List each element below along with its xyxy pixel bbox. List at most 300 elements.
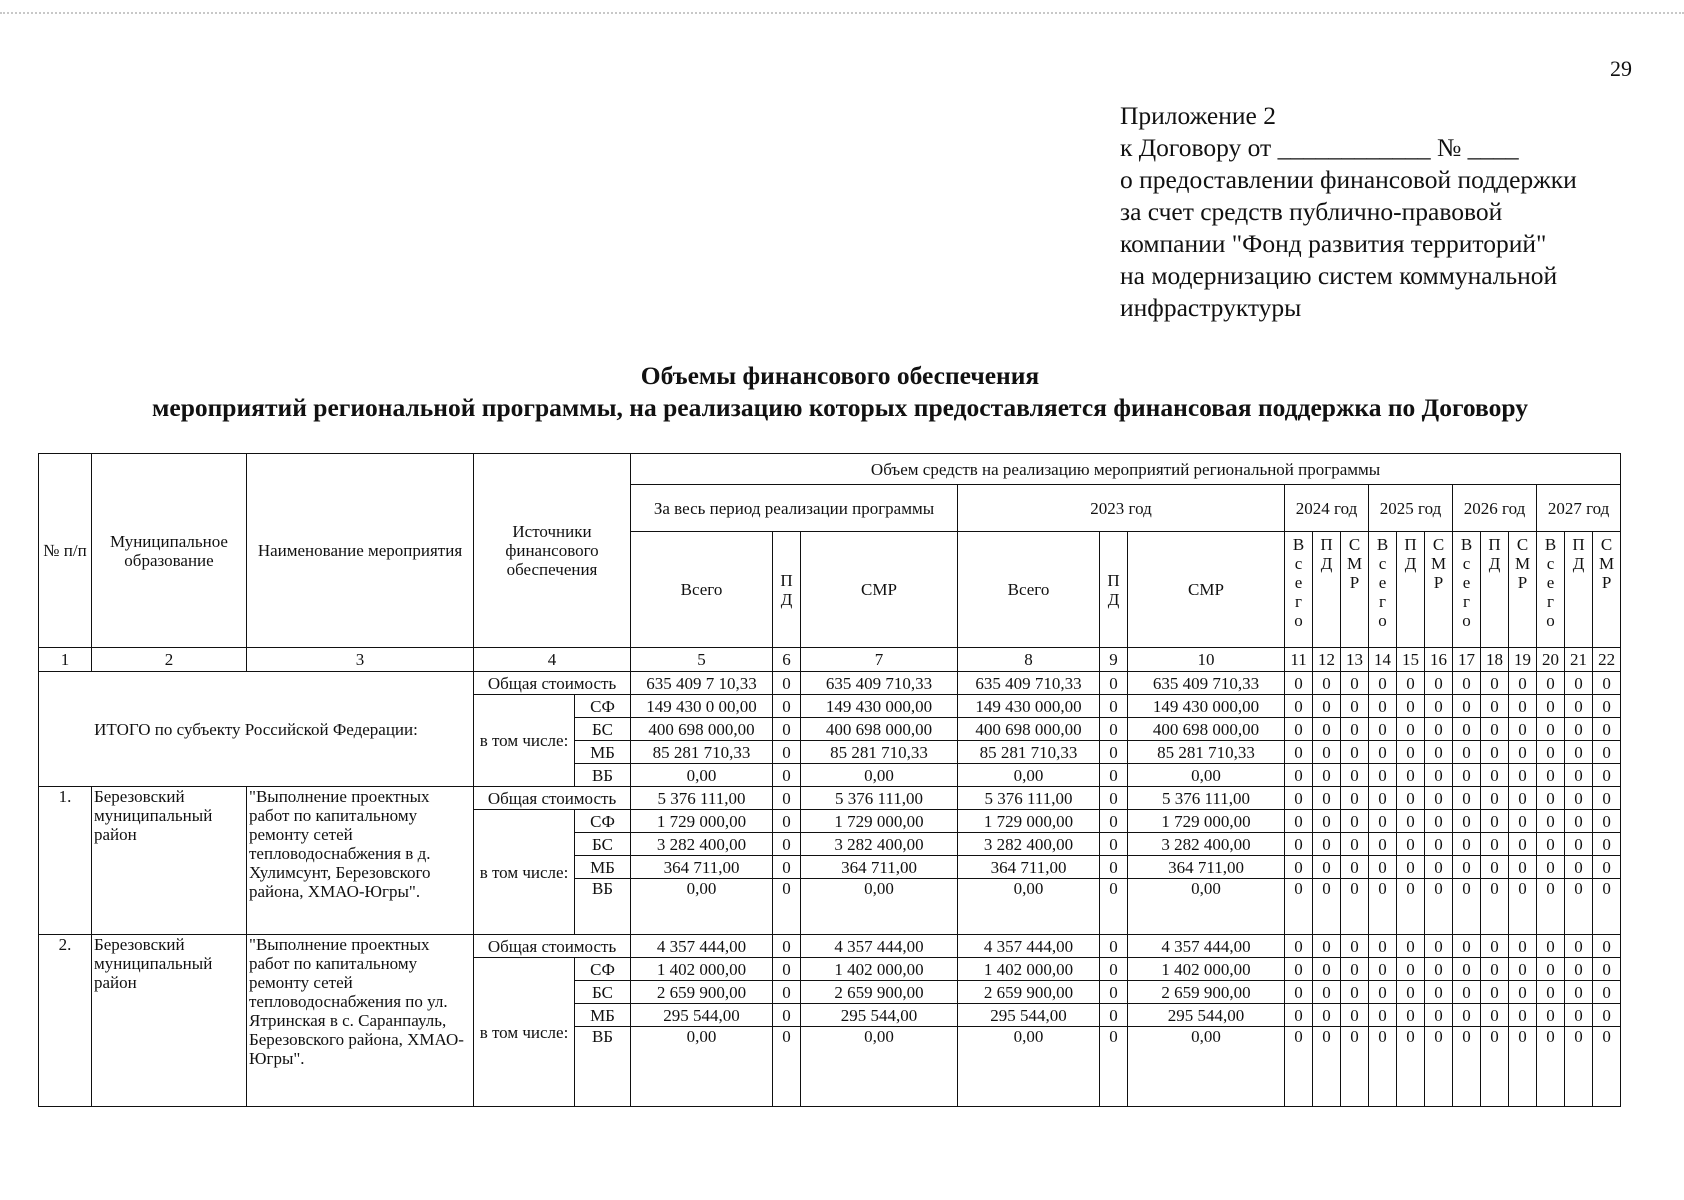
pd-2023: 0 [1100,1027,1128,1107]
year-value: 0 [1425,856,1453,879]
year-value: 0 [1397,695,1425,718]
year-value: 0 [1509,741,1537,764]
column-number: 5 [631,648,773,672]
total-2023: 3 282 400,00 [958,833,1100,856]
pd-all-period: 0 [773,764,801,787]
year-value: 0 [1481,958,1509,981]
smr-2023: 5 376 111,00 [1128,787,1285,810]
year-value: 0 [1481,879,1509,935]
pd-all-period: 0 [773,741,801,764]
year-value: 0 [1285,1004,1313,1027]
year-value: 0 [1453,810,1481,833]
year-value: 0 [1369,981,1397,1004]
pd-2023: 0 [1100,741,1128,764]
pd-all-period: 0 [773,833,801,856]
year-value: 0 [1509,787,1537,810]
year-value: 0 [1537,958,1565,981]
year-value: 0 [1285,958,1313,981]
year-value: 0 [1285,672,1313,695]
source-code: СФ [575,810,631,833]
year-value: 0 [1593,1004,1621,1027]
year-value: 0 [1369,935,1397,958]
year-value: 0 [1341,672,1369,695]
project-municipality: Березовский муниципальный район [92,787,247,935]
year-value: 0 [1565,810,1593,833]
year-value: 0 [1481,741,1509,764]
year-value: 0 [1481,833,1509,856]
header-smr: СМР [801,532,958,648]
pd-2023: 0 [1100,718,1128,741]
total-2023: 5 376 111,00 [958,787,1100,810]
column-number: 20 [1537,648,1565,672]
year-value: 0 [1425,958,1453,981]
year-value: 0 [1425,787,1453,810]
year-value: 0 [1369,672,1397,695]
year-value: 0 [1313,810,1341,833]
pd-all-period: 0 [773,1027,801,1107]
total-2023: 295 544,00 [958,1004,1100,1027]
year-value: 0 [1453,833,1481,856]
header-smr-vertical: С М Р [1341,532,1369,648]
total-all-period: 3 282 400,00 [631,833,773,856]
year-value: 0 [1397,672,1425,695]
header-year-2026: 2026 год [1453,485,1537,532]
year-value: 0 [1453,958,1481,981]
smr-2023: 1 729 000,00 [1128,810,1285,833]
year-value: 0 [1537,741,1565,764]
smr-all-period: 4 357 444,00 [801,935,958,958]
year-value: 0 [1285,935,1313,958]
smr-all-period: 0,00 [801,879,958,935]
column-number: 13 [1341,648,1369,672]
smr-2023: 85 281 710,33 [1128,741,1285,764]
column-number: 4 [474,648,631,672]
year-value: 0 [1313,856,1341,879]
year-value: 0 [1453,981,1481,1004]
pd-2023: 0 [1100,935,1128,958]
year-value: 0 [1593,935,1621,958]
year-value: 0 [1593,810,1621,833]
year-value: 0 [1341,764,1369,787]
year-value: 0 [1593,981,1621,1004]
year-value: 0 [1537,1004,1565,1027]
year-value: 0 [1313,718,1341,741]
pd-2023: 0 [1100,879,1128,935]
year-value: 0 [1341,879,1369,935]
smr-2023: 295 544,00 [1128,1004,1285,1027]
header-total: Всего [958,532,1100,648]
year-value: 0 [1341,695,1369,718]
year-value: 0 [1341,810,1369,833]
year-value: 0 [1453,741,1481,764]
smr-all-period: 635 409 710,33 [801,672,958,695]
year-value: 0 [1425,810,1453,833]
title-line: мероприятий региональной программы, на реализацию которых предоставляется финансовая поддержка по Договору [152,393,1528,422]
pd-all-period: 0 [773,935,801,958]
year-value: 0 [1453,879,1481,935]
year-value: 0 [1369,833,1397,856]
year-value: 0 [1369,856,1397,879]
year-value: 0 [1369,810,1397,833]
source-code: ВБ [575,1027,631,1107]
year-value: 0 [1397,833,1425,856]
total-all-period: 2 659 900,00 [631,981,773,1004]
year-value: 0 [1453,1027,1481,1107]
year-value: 0 [1537,718,1565,741]
year-value: 0 [1369,958,1397,981]
header-smr-vertical: С М Р [1509,532,1537,648]
year-value: 0 [1593,879,1621,935]
pd-all-period: 0 [773,810,801,833]
year-value: 0 [1341,856,1369,879]
year-value: 0 [1453,1004,1481,1027]
year-value: 0 [1537,810,1565,833]
year-value: 0 [1397,741,1425,764]
year-value: 0 [1593,958,1621,981]
year-value: 0 [1425,1027,1453,1107]
header-pd-vertical: П Д [1313,532,1341,648]
year-value: 0 [1509,1027,1537,1107]
year-value: 0 [1565,787,1593,810]
header-sources: Источники финансового обеспечения [474,454,631,648]
year-value: 0 [1509,810,1537,833]
year-value: 0 [1453,856,1481,879]
year-value: 0 [1565,1004,1593,1027]
total-all-period: 5 376 111,00 [631,787,773,810]
year-value: 0 [1397,810,1425,833]
header-total: Всего [631,532,773,648]
year-value: 0 [1369,741,1397,764]
year-value: 0 [1453,672,1481,695]
year-value: 0 [1481,981,1509,1004]
total-2023: 0,00 [958,879,1100,935]
source-code: МБ [575,1004,631,1027]
year-value: 0 [1565,741,1593,764]
header-pd-vertical: П Д [1565,532,1593,648]
column-number: 1 [39,648,92,672]
year-value: 0 [1509,958,1537,981]
year-value: 0 [1593,695,1621,718]
project-row [39,935,1621,958]
pd-all-period: 0 [773,787,801,810]
total-all-period: 635 409 7 10,33 [631,672,773,695]
project-name: "Выполнение проектных работ по капитальному ремонту сетей тепловодоснабжения по ул. Ятринская в с. Саранпауль, Березовского района, ХМАО-Югры". [247,935,474,1107]
header-pd: П Д [773,532,801,648]
year-value: 0 [1453,787,1481,810]
source-code: БС [575,718,631,741]
smr-all-period: 400 698 000,00 [801,718,958,741]
year-value: 0 [1313,764,1341,787]
year-value: 0 [1593,1027,1621,1107]
year-value: 0 [1481,1027,1509,1107]
year-value: 0 [1537,879,1565,935]
year-value: 0 [1425,718,1453,741]
year-value: 0 [1285,856,1313,879]
year-value: 0 [1509,764,1537,787]
year-value: 0 [1397,981,1425,1004]
appendix-line: инфраструктуры [1120,293,1302,322]
including-label: в том числе: [474,810,575,935]
total-2023: 0,00 [958,764,1100,787]
year-value: 0 [1425,672,1453,695]
source-total-cost: Общая стоимость [474,787,631,810]
pd-all-period: 0 [773,981,801,1004]
total-all-period: 1 402 000,00 [631,958,773,981]
total-2023: 364 711,00 [958,856,1100,879]
year-value: 0 [1537,935,1565,958]
total-2023: 1 729 000,00 [958,810,1100,833]
year-value: 0 [1537,695,1565,718]
year-value: 0 [1369,764,1397,787]
total-all-period: 85 281 710,33 [631,741,773,764]
year-value: 0 [1565,695,1593,718]
source-code: ВБ [575,764,631,787]
project-number: 2. [39,935,92,1107]
year-value: 0 [1425,935,1453,958]
year-value: 0 [1369,695,1397,718]
year-value: 0 [1425,695,1453,718]
total-2023: 400 698 000,00 [958,718,1100,741]
year-value: 0 [1565,935,1593,958]
pd-all-period: 0 [773,695,801,718]
total-all-period: 4 357 444,00 [631,935,773,958]
appendix-block [1120,100,1577,324]
year-value: 0 [1397,958,1425,981]
year-value: 0 [1313,1027,1341,1107]
year-value: 0 [1285,787,1313,810]
year-value: 0 [1537,833,1565,856]
year-value: 0 [1313,935,1341,958]
total-all-period: 1 729 000,00 [631,810,773,833]
column-number: 19 [1509,648,1537,672]
year-value: 0 [1453,935,1481,958]
smr-all-period: 0,00 [801,764,958,787]
source-code: СФ [575,695,631,718]
year-value: 0 [1341,833,1369,856]
column-number: 17 [1453,648,1481,672]
year-value: 0 [1453,764,1481,787]
header-pd-vertical: П Д [1397,532,1425,648]
total-2023: 635 409 710,33 [958,672,1100,695]
year-value: 0 [1509,718,1537,741]
header-pd: П Д [1100,532,1128,648]
year-value: 0 [1285,764,1313,787]
appendix-line: Приложение 2 [1120,101,1276,130]
year-value: 0 [1509,1004,1537,1027]
year-value: 0 [1285,981,1313,1004]
pd-all-period: 0 [773,958,801,981]
project-municipality: Березовский муниципальный район [92,935,247,1107]
year-value: 0 [1565,1027,1593,1107]
year-value: 0 [1565,856,1593,879]
header-total-vertical: В с е г о [1537,532,1565,648]
header-measure: Наименование мероприятия [247,454,474,648]
smr-2023: 0,00 [1128,764,1285,787]
year-value: 0 [1593,787,1621,810]
year-value: 0 [1509,833,1537,856]
smr-all-period: 364 711,00 [801,856,958,879]
financing-table [38,453,1621,1107]
itogo-label: ИТОГО по субъекту Российской Федерации: [39,672,474,787]
appendix-line: за счет средств публично-правовой [1120,197,1503,226]
column-number: 6 [773,648,801,672]
header-total-vertical: В с е г о [1369,532,1397,648]
pd-2023: 0 [1100,981,1128,1004]
pd-2023: 0 [1100,810,1128,833]
source-code: ВБ [575,879,631,935]
year-value: 0 [1593,764,1621,787]
pd-all-period: 0 [773,856,801,879]
appendix-line: на модернизацию систем коммунальной [1120,261,1558,290]
year-value: 0 [1341,958,1369,981]
header-year-2025: 2025 год [1369,485,1453,532]
year-value: 0 [1285,741,1313,764]
pd-2023: 0 [1100,958,1128,981]
header-total-vertical: В с е г о [1453,532,1481,648]
year-value: 0 [1481,718,1509,741]
header-smr-vertical: С М Р [1593,532,1621,648]
year-value: 0 [1565,958,1593,981]
total-all-period: 0,00 [631,1027,773,1107]
appendix-line: компании "Фонд развития территорий" [1120,229,1547,258]
smr-2023: 635 409 710,33 [1128,672,1285,695]
scan-artifact-line [0,12,1684,16]
header-volume: Объем средств на реализацию мероприятий региональной программы [631,454,1621,485]
column-number: 18 [1481,648,1509,672]
year-value: 0 [1341,981,1369,1004]
year-value: 0 [1425,981,1453,1004]
year-value: 0 [1285,833,1313,856]
itogo-row [39,672,1621,695]
year-value: 0 [1369,718,1397,741]
year-value: 0 [1509,879,1537,935]
year-value: 0 [1481,695,1509,718]
smr-all-period: 295 544,00 [801,1004,958,1027]
document-title [40,360,1640,424]
source-total-cost: Общая стоимость [474,672,631,695]
source-code: МБ [575,741,631,764]
year-value: 0 [1593,718,1621,741]
smr-2023: 3 282 400,00 [1128,833,1285,856]
year-value: 0 [1537,856,1565,879]
smr-all-period: 5 376 111,00 [801,787,958,810]
year-value: 0 [1341,741,1369,764]
column-number: 7 [801,648,958,672]
year-value: 0 [1537,787,1565,810]
smr-2023: 364 711,00 [1128,856,1285,879]
year-value: 0 [1453,695,1481,718]
project-row [39,787,1621,810]
year-value: 0 [1397,718,1425,741]
pd-2023: 0 [1100,856,1128,879]
year-value: 0 [1285,695,1313,718]
header-num: № п/п [39,454,92,648]
total-all-period: 0,00 [631,879,773,935]
source-total-cost: Общая стоимость [474,935,631,958]
smr-2023: 2 659 900,00 [1128,981,1285,1004]
year-value: 0 [1369,1004,1397,1027]
source-code: БС [575,833,631,856]
smr-2023: 0,00 [1128,879,1285,935]
smr-2023: 4 357 444,00 [1128,935,1285,958]
total-2023: 149 430 000,00 [958,695,1100,718]
year-value: 0 [1481,672,1509,695]
year-value: 0 [1341,787,1369,810]
column-number: 22 [1593,648,1621,672]
year-value: 0 [1313,833,1341,856]
smr-all-period: 2 659 900,00 [801,981,958,1004]
year-value: 0 [1397,764,1425,787]
year-value: 0 [1285,718,1313,741]
year-value: 0 [1481,787,1509,810]
year-value: 0 [1509,935,1537,958]
source-code: СФ [575,958,631,981]
year-value: 0 [1565,764,1593,787]
column-number: 21 [1565,648,1593,672]
year-value: 0 [1509,672,1537,695]
year-value: 0 [1313,981,1341,1004]
pd-2023: 0 [1100,787,1128,810]
pd-all-period: 0 [773,879,801,935]
total-2023: 2 659 900,00 [958,981,1100,1004]
year-value: 0 [1509,981,1537,1004]
year-value: 0 [1481,856,1509,879]
appendix-line: о предоставлении финансовой поддержки [1120,165,1577,194]
year-value: 0 [1285,879,1313,935]
pd-2023: 0 [1100,672,1128,695]
appendix-line: к Договору от ____________ № ____ [1120,133,1519,162]
year-value: 0 [1481,1004,1509,1027]
column-number: 8 [958,648,1100,672]
header-year-2024: 2024 год [1285,485,1369,532]
header-total-vertical: В с е г о [1285,532,1313,648]
column-number: 3 [247,648,474,672]
year-value: 0 [1397,1004,1425,1027]
year-value: 0 [1425,764,1453,787]
header-whole-period: За весь период реализации программы [631,485,958,532]
smr-2023: 149 430 000,00 [1128,695,1285,718]
total-all-period: 400 698 000,00 [631,718,773,741]
year-value: 0 [1593,672,1621,695]
year-value: 0 [1397,935,1425,958]
year-value: 0 [1565,672,1593,695]
year-value: 0 [1341,1027,1369,1107]
year-value: 0 [1481,764,1509,787]
year-value: 0 [1313,741,1341,764]
column-number: 11 [1285,648,1313,672]
year-value: 0 [1453,718,1481,741]
year-value: 0 [1341,1004,1369,1027]
total-2023: 85 281 710,33 [958,741,1100,764]
year-value: 0 [1537,1027,1565,1107]
total-2023: 1 402 000,00 [958,958,1100,981]
header-smr: СМР [1128,532,1285,648]
source-code: БС [575,981,631,1004]
total-all-period: 295 544,00 [631,1004,773,1027]
year-value: 0 [1425,741,1453,764]
year-value: 0 [1313,695,1341,718]
year-value: 0 [1369,1027,1397,1107]
year-value: 0 [1313,672,1341,695]
header-municipality: Муниципальное образование [92,454,247,648]
page-number: 29 [1610,56,1632,81]
column-number: 16 [1425,648,1453,672]
column-number: 14 [1369,648,1397,672]
column-number: 15 [1397,648,1425,672]
smr-2023: 400 698 000,00 [1128,718,1285,741]
year-value: 0 [1565,879,1593,935]
year-value: 0 [1481,810,1509,833]
